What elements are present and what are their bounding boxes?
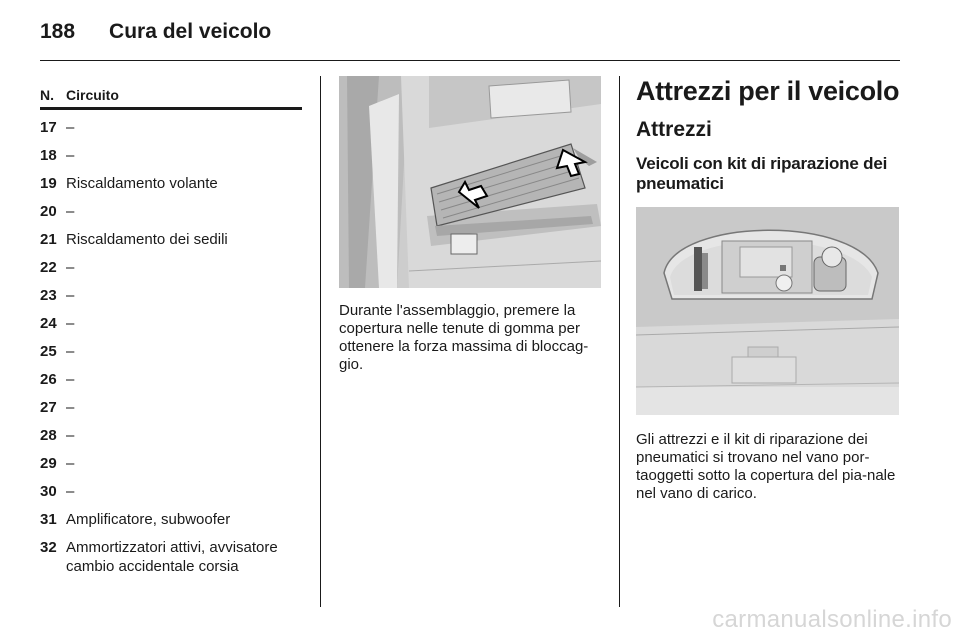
table-row (40, 202, 302, 230)
column-divider (320, 76, 321, 607)
column-divider (619, 76, 620, 607)
circuit-number: 32 (40, 539, 57, 556)
table-row (40, 146, 302, 174)
circuit-number: 19 (40, 175, 57, 192)
header-rule (40, 60, 900, 61)
circuit-number: 26 (40, 371, 57, 388)
circuit-description: – (66, 147, 75, 164)
heading-tools: Attrezzi (636, 118, 712, 141)
table-row (40, 426, 302, 454)
table-row (40, 230, 302, 258)
circuit-description: – (66, 427, 75, 444)
heading-vehicle-tools: Attrezzi per il veicolo (636, 76, 900, 106)
circuit-number: 28 (40, 427, 57, 444)
boot-cover-drawing (339, 76, 601, 288)
table-row (40, 538, 302, 584)
circuit-description: Ammortizzatori attivi, avvisatore cambio accidentale corsia (66, 539, 278, 575)
circuit-description: – (66, 371, 75, 388)
table-row (40, 314, 302, 342)
tool-cylinder-icon (694, 247, 702, 291)
circuit-description: – (66, 259, 75, 276)
heading-repair-kit: Veicoli con kit di riparazione dei pneumatici (636, 154, 888, 193)
circuit-description: – (66, 399, 75, 416)
circuit-number: 29 (40, 455, 57, 472)
circuit-number: 22 (40, 259, 57, 276)
repair-kit-drawing (636, 207, 899, 415)
circuit-number: 17 (40, 119, 57, 136)
circuit-number: 31 (40, 511, 57, 528)
circuit-table (40, 80, 302, 584)
tire-repair-kit-illustration (636, 207, 899, 415)
table-row (40, 174, 302, 202)
table-row (40, 118, 302, 146)
circuit-description: Riscaldamento dei sedili (66, 231, 228, 248)
circuit-description: – (66, 343, 75, 360)
circuit-number: 23 (40, 287, 57, 304)
circuit-number: 21 (40, 231, 57, 248)
table-row (40, 454, 302, 482)
section-title: Cura del veicolo (109, 20, 272, 43)
circuit-number: 24 (40, 315, 57, 332)
tools-location-caption: Gli attrezzi e il kit di riparazione dei pneumatici si trovano nel vano por-taoggetti sotto la copertura del pia-nale nel vano di carico. (636, 431, 896, 502)
table-row (40, 342, 302, 370)
column-header-number: N. (40, 87, 54, 103)
column-header-circuit: Circuito (66, 87, 119, 103)
circuit-description: – (66, 119, 75, 136)
assembly-caption: Durante l'assemblaggio, premere la copertura nelle tenute di gomma per ottenere la forza massima di bloccag-gio. (339, 302, 589, 373)
table-row (40, 286, 302, 314)
circuit-description: Amplificatore, subwoofer (66, 511, 231, 528)
table-row (40, 370, 302, 398)
table-row (40, 482, 302, 510)
circuit-number: 30 (40, 483, 57, 500)
watermark: carmanualsonline.info (712, 606, 952, 633)
circuit-description: Riscaldamento volante (66, 175, 218, 192)
circuit-number: 27 (40, 399, 57, 416)
table-row (40, 258, 302, 286)
circuit-number: 20 (40, 203, 57, 220)
circuit-description: – (66, 483, 75, 500)
table-header (40, 80, 302, 110)
page-number: 188 (40, 20, 76, 43)
boot-cover-illustration (339, 76, 601, 288)
table-body (40, 110, 302, 584)
circuit-number: 25 (40, 343, 57, 360)
circuit-description: – (66, 455, 75, 472)
table-row (40, 510, 302, 538)
page-header (40, 20, 271, 46)
circuit-number: 18 (40, 147, 57, 164)
circuit-description: – (66, 287, 75, 304)
table-row (40, 398, 302, 426)
circuit-description: – (66, 203, 75, 220)
circuit-description: – (66, 315, 75, 332)
